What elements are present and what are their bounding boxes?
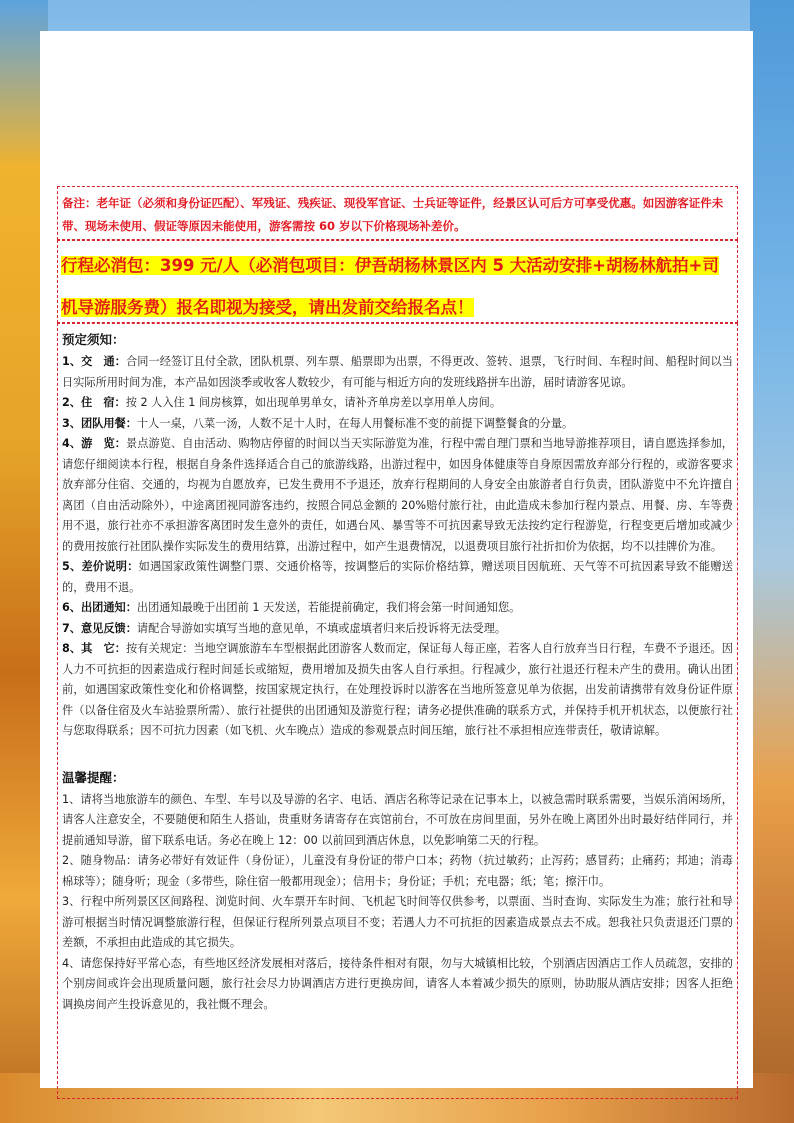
booking-item: 8、其 它：按有关规定：当地空调旅游车车型根据此团游客人数而定，保证每人每正座，若客人自行放弃当日行程，车费不予退还。因人力不可抗拒的因素造成行程时间延长或缩短，费用增加及损失由客人自行承担。行程减少，旅行社退还行程未产生的费用。确认出团前，如遇国家政策性变化和价格调整，按国家规定执行，在处理投诉时以游客在当地所签意见单为依据，出发前请携带有效身份证件原件（以备住宿及火车站验票所需）、旅行社提供的出团通知及游览行程；请务必提供准确的联系方式，并保持手机开机状态，以便旅行社与您取得联系；因不可抗力因素（如飞机、火车晚点）造成的参观景点时间压缩，旅行社不承担相应连带责任，敬请谅解。: [62, 642, 733, 737]
discount-note: 备注：老年证（必须和身份证匹配）、军残证、残疾证、现役军官证、士兵证等证件，经景区认可后方可享受优惠。如因游客证件未带、现场未使用、假证等原因未能使用，游客需按 60 岁以下价格现场补差价。: [62, 196, 724, 233]
reminder-item: 2、随身物品：请务必带好有效证件（身份证），儿童没有身份证的带户口本；药物（抗过敏药；止泻药；感冒药；止痛药；邦迪；消毒棉球等）；随身听；现金（多带些，除住宿一般都用现金）；信用卡；身份证；手机；充电器；纸；笔；擦汗巾。: [62, 854, 733, 888]
booking-item: 3、团队用餐：十人一桌，八菜一汤，人数不足十人时，在每人用餐标准不变的前提下调整餐食的分量。: [62, 416, 574, 430]
mandatory-package-text: 行程必消包：399 元/人（必消包项目：伊吾胡杨林景区内 5 大活动安排+胡杨林航拍+司机导游服务费）报名即视为接受，请出发前交给报名点！: [61, 256, 719, 317]
right-background-strip: [750, 0, 794, 1123]
package-box: [57, 240, 738, 323]
booking-item: 5、差价说明：如遇国家政策性调整门票、交通价格等，按调整后的实际价格结算，赠送项目因航班、天气等不可抗因素导致不能赠送的，费用不退。: [62, 560, 733, 594]
booking-item: 6、出团通知：出团通知最晚于出团前 1 天发送，若能提前确定，我们将会第一时间通知您。: [62, 601, 521, 614]
discount-note-box: [57, 186, 738, 240]
reminder-title: 温馨提醒：: [62, 769, 125, 785]
booking-item: 2、住 宿：按 2 人入住 1 间房核算，如出现单男单女，请补齐单房差以享用单人房间。: [62, 396, 502, 409]
reminder-item: 3、行程中所列景区区间路程、浏览时间、火车票开车时间、飞机起飞时间等仅供参考，以票面、当时查询、实际发生为准；旅行社和导游可根据当时情况调整旅游行程，但保证行程所列景点项目不变；若遇人力不可抗拒的因素造成景点去不成。恕我社只负责退还门票的差额，不承担由此造成的其它损失。: [62, 895, 733, 949]
booking-item: 7、意见反馈：请配合导游如实填写当地的意见单，不填或虚填者归来后投诉将无法受理。: [62, 621, 507, 635]
reminder-item: 4、请您保持好平常心态，有些地区经济发展相对落后，接待条件相对有限，勿与大城镇相比较，个别酒店因酒店工作人员疏忽，安排的个别房间或许会出现质量问题，旅行社会尽力协调酒店方进行更换房间，请客人本着减少损失的原则，协助服从酒店安排；因客人拒绝调换房间产生投诉意见的，我社慨不理会。: [62, 956, 733, 1011]
notice-box: [57, 323, 738, 1099]
booking-item: 4、游 览：景点游览、自由活动、购物店停留的时间以当天实际游览为准，行程中需自理门票和当地导游推荐项目，请自愿选择参加，请您仔细阅读本行程，根据自身条件选择适合自己的旅游线路，出游过程中，如因身体健康等自身原因需放弃部分行程的，或游客要求放弃部分住宿、交通的，均视为自愿放弃，已发生费用不予退还，放弃行程期间的人身安全由旅游者自行负责，团队游览中不允许擅自离团（自由活动除外），中途离团视同游客违约，按照合同总金额的 20%赔付旅行社，由此造成未参加行程内景点、用餐、房、车等费用不退，旅行社亦不承担游客离团时发生意外的责任，如遇台风、暴雪等不可抗因素导致无法按约定行程游览，行程变更后增加或减少的费用按旅行社团队操作实际发生的费用结算，出游过程中，如产生退费情况，以退费项目旅行社折扣价为依据，均不以挂牌价为准。: [62, 437, 733, 553]
section-spacer: [62, 742, 733, 768]
booking-notice-title: 预定须知：: [62, 332, 125, 347]
reminder-item: 1、请将当地旅游车的颜色、车型、车号以及导游的名字、电话、酒店名称等记录在记事本上，以被急需时联系需要，当娱乐消闲场所，请客人注意安全，不要随便和陌生人搭讪，贵重财务请寄存在宾馆前台，不可放在房间里面，另外在晚上离团外出时最好结伴同行，并提前通知导游，留下联系电话。务必在晚上 12：00 以前回到酒店休息，以免影响第二天的行程。: [62, 792, 733, 847]
booking-item: 1、交 通：合同一经签订且付全款，团队机票、列车票、船票即为出票，不得更改、签转、退票，飞行时间、车程时间、船程时间以当日实际所用时间为准，本产品如因淡季或收客人数较少，有可能与相近方向的发班线路拼车出游，届时请游客见谅。: [62, 355, 733, 389]
